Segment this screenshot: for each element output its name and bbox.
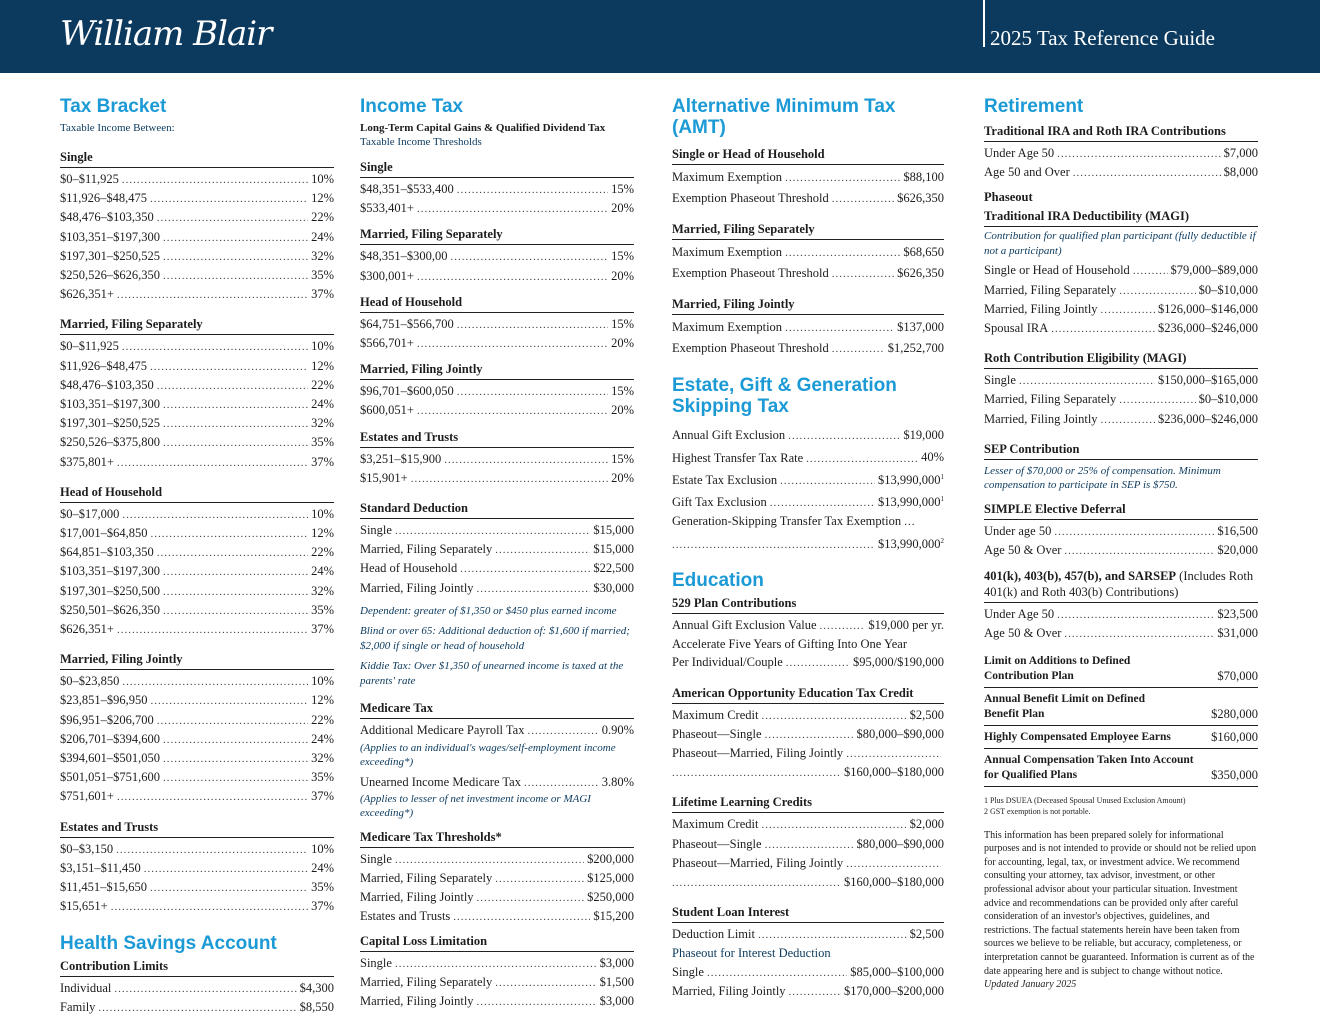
table-row: Phaseout—Single ..... $80,000–$90,000 [672,725,944,744]
table-row: $626,351+ ..... 37% [60,620,334,639]
standard-deduction [360,500,634,688]
plan-limit-row: Annual Benefit Limit on Defined Benefit Plan $280,000 [984,688,1258,726]
table-row: $751,601+ ..... 37% [60,787,334,806]
table-row: Under Age 50 ..... $7,000 [984,144,1258,163]
section-heading: Married, Filing Separately [360,226,634,245]
footnotes [984,795,1258,817]
section-heading: American Opportunity Education Tax Credit [672,685,944,704]
table-row: $15,651+ ..... 37% [60,897,334,916]
section-heading: 401(k), 403(b), 457(b), and SARSEP (Includes Roth 401(k) and Roth 403(b) Contributions) [984,568,1258,603]
table-row: $206,701–$394,600 ..... 24% [60,730,334,749]
table-group [672,296,944,359]
table-row: Under age 50 ..... $16,500 [984,522,1258,541]
table-row: Married, Filing Separately ..... $1,500 [360,973,634,992]
table-row: Estates and Trusts ..... $15,200 [360,907,634,926]
guide-title: 2025 Tax Reference Guide [990,26,1215,50]
table-row: Married, Filing Separately ..... $125,000 [360,869,634,888]
section-heading: Traditional IRA Deductibility (MAGI) [984,208,1258,227]
table-row: $250,501–$626,350 ..... 35% [60,601,334,620]
table-row: Family ..... $8,550 [60,998,334,1017]
roth-eligibility [984,350,1258,429]
trad-ira-deductibility [984,208,1258,338]
table-row: $48,351–$300,00 ..... 15% [360,247,634,266]
table-row: Maximum Credit ..... $2,000 [672,815,944,834]
tax-bracket-subtitle: Taxable Income Between: [60,122,175,134]
table-row: $600,051+ ..... 20% [360,401,634,420]
table-row: Age 50 & Over ..... $31,000 [984,624,1258,643]
table-row: Additional Medicare Payroll Tax ..... 0.90% [360,721,634,740]
table-row: Single or Head of Household ..... $79,000–$89,000 [984,261,1258,280]
updated-date: Updated January 2025 [984,979,1077,991]
section-heading: Head of Household [60,484,334,503]
table-row: Married, Filing Jointly ..... $126,000–$146,000 [984,300,1258,319]
note: (Applies to lesser of net investment income or MAGI exceeding*) [360,792,591,820]
table-group [360,159,634,218]
table-row: Spousal IRA ..... $236,000–$246,000 [984,319,1258,338]
table-row: $197,301–$250,525 ..... 32% [60,414,334,433]
estate-title: Estate, Gift & Generation Skipping Tax [672,375,897,417]
table-row: $566,701+ ..... 20% [360,334,634,353]
section-heading: Single or Head of Household [672,146,944,165]
table-group [60,316,334,471]
table-row: Single ..... $15,000 [360,521,634,540]
table-row: ..... $160,000–$180,000 [672,763,944,782]
table-row: $17,001–$64,850 ..... 12% [60,524,334,543]
table-row: Under Age 50 ..... $23,500 [984,605,1258,624]
table-row: Married, Filing Separately ..... $0–$10,000 [984,390,1258,409]
table-row: $0–$11,925 ..... 10% [60,170,334,189]
header-divider [983,0,985,47]
hsa-contribution-limits [60,958,334,1020]
plan-limit-row: Highly Compensated Employee Earns $160,000 [984,726,1258,749]
section-heading: Capital Loss Limitation [360,933,634,952]
section-heading: Roth Contribution Eligibility (MAGI) [984,350,1258,369]
table-row: Single ..... $3,000 [360,954,634,973]
table-row: Gift Tax Exclusion ..... $13,990,000$^1$ [672,490,944,512]
table-row: Per Individual/Couple ..... $95,000/$190,000 [672,653,944,672]
section-heading: 529 Plan Contributions [672,595,944,614]
table-row: Single ..... $200,000 [360,850,634,869]
table-row: Maximum Exemption ..... $137,000 [672,317,944,338]
section-heading: Estates and Trusts [360,429,634,448]
table-row: Exemption Phaseout Threshold ..... $626,350 [672,188,944,209]
table-row: Married, Filing Jointly ..... $236,000–$246,000 [984,410,1258,429]
table-row: $197,301–$250,500 ..... 32% [60,582,334,601]
medicare-tax [360,700,634,820]
table-row: Annual Gift Exclusion Value ..... $19,000 per yr. [672,616,944,635]
table-row: $533,401+ ..... 20% [360,199,634,218]
table-row: Unearned Income Medicare Tax ..... 3.80% [360,773,634,792]
income-tax-subtitle: Taxable Income Thresholds [360,136,482,148]
table-row: $3,151–$11,450 ..... 24% [60,859,334,878]
student-loan-interest [672,904,944,1001]
plan-limits [984,650,1258,787]
table-group [360,361,634,420]
section-heading: SIMPLE Elective Deferral [984,501,1258,520]
table-row: Single ..... $150,000–$165,000 [984,371,1258,390]
table-row: $0–$17,000 ..... 10% [60,505,334,524]
table-row: Maximum Exemption ..... $88,100 [672,167,944,188]
simple-deferral [984,501,1258,560]
section-heading: Student Loan Interest [672,904,944,923]
table-row: Married, Filing Jointly ..... $250,000 [360,888,634,907]
footnote: 1 Plus DSUEA (Deceased Spousal Unused Exclusion Amount) [984,795,1186,805]
table-row: $64,851–$103,350 ..... 22% [60,543,334,562]
retirement-title: Retirement [984,96,1084,117]
william-blair-logo: William Blair [60,14,272,54]
table-group [60,149,334,304]
note: Dependent: greater of $1,350 or $450 plus earned income [360,604,617,617]
table-row: Head of Household ..... $22,500 [360,559,634,578]
section-heading: Single [360,159,634,178]
table-row: $250,526–$375,800 ..... 35% [60,433,334,452]
estate-gift-table [672,423,944,512]
table-row: $48,351–$533,400 ..... 15% [360,180,634,199]
trad-roth-contributions [984,123,1258,182]
table-group [672,221,944,284]
table-group [360,429,634,488]
table-row: $15,901+ ..... 20% [360,469,634,488]
subheading: Phaseout for Interest Deduction [672,946,831,961]
section-heading: Married, Filing Jointly [360,361,634,380]
table-row: Exemption Phaseout Threshold ..... $1,252,700 [672,338,944,359]
income-tax-title: Income Tax [360,96,464,117]
table-group [360,226,634,285]
table-row: $11,926–$48,475 ..... 12% [60,189,334,208]
table-row: $103,351–$197,300 ..... 24% [60,228,334,247]
table-row: $0–$23,850 ..... 10% [60,672,334,691]
table-row: Highest Transfer Tax Rate ..... 40% [672,445,944,467]
capital-loss-limitation [360,933,634,1012]
section-heading: SEP Contribution [984,441,1258,460]
table-row: $300,001+ ..... 20% [360,267,634,286]
phaseout-label: Phaseout [984,190,1033,205]
column-income-tax [360,96,634,1011]
table-row: Exemption Phaseout Threshold ..... $626,350 [672,263,944,284]
table-row: $0–$11,925 ..... 10% [60,337,334,356]
section-heading: Married, Filing Separately [672,221,944,240]
table-row: $103,351–$197,300 ..... 24% [60,395,334,414]
table-row: Maximum Credit ..... $2,500 [672,706,944,725]
sep-contribution [984,441,1258,493]
section-heading: Married, Filing Jointly [672,296,944,315]
note: Lesser of $70,000 or 25% of compensation. Minimum compensation to participate in SEP is $750. [984,464,1221,492]
aotc [672,685,944,783]
table-row: $394,601–$501,050 ..... 32% [60,749,334,768]
section-heading: Head of Household [360,294,634,313]
table-row: Individual ..... $4,300 [60,979,334,998]
table-row: $48,476–$103,350 ..... 22% [60,208,334,227]
table-row: $250,526–$626,350 ..... 35% [60,266,334,285]
table-row: Maximum Exemption ..... $68,650 [672,242,944,263]
text-line: Accelerate Five Years of Gifting Into One Year [672,637,908,652]
table-row: $96,701–$600,050 ..... 15% [360,382,634,401]
table-group [60,484,334,639]
disclaimer: This information has been prepared solely for informational purposes and is not intended to provide or should not be relied upon for accounting, legal, tax, or investment advice. We recommend consulting your attorney, tax advisor, investment, or other professional advisor about your particular situation. Investment advice and recommendations can be provided only after careful consideration of an investor's objectives, guidelines, and restrictions. The factual statements herein have been taken from sources we believe to be reliable, but accuracy, completeness, or interpretation cannot be guaranteed. Information is current as of the date appearing here and is subject to change without notice. [984,829,1257,977]
section-heading: Contribution Limits [60,958,334,977]
table-row: $3,251–$15,900 ..... 15% [360,450,634,469]
footnote: 2 GST exemption is not portable. [984,806,1091,816]
table-row: $103,351–$197,300 ..... 24% [60,562,334,581]
section-heading: Standard Deduction [360,500,634,519]
table-row: Annual Gift Exclusion ..... $19,000 [672,423,944,445]
table-row: Married, Filing Jointly ..... $170,000–$200,000 [672,982,944,1001]
table-row: $48,476–$103,350 ..... 22% [60,376,334,395]
tax-bracket-title: Tax Bracket [60,96,167,117]
table-row: $197,301–$250,525 ..... 32% [60,247,334,266]
table-row: Married, Filing Separately ..... $0–$10,000 [984,281,1258,300]
education-title: Education [672,570,764,591]
note: Blind or over 65: Additional deduction of: $1,600 if married; $2,000 if single or head of household [360,625,630,652]
section-heading: Medicare Tax [360,700,634,719]
table-row: $0–$3,150 ..... 10% [60,840,334,859]
medicare-thresholds [360,829,634,927]
column-retirement [984,96,1258,991]
table-row: Deduction Limit ..... $2,500 [672,925,944,944]
amt-title: Alternative Minimum Tax (AMT) [672,96,896,138]
table-row: $626,351+ ..... 37% [60,285,334,304]
column-amt-estate-education [672,96,944,1001]
plan-limit-row: Annual Compensation Taken Into Account for Qualified Plans $350,000 [984,749,1258,787]
gst-label: Generation-Skipping Transfer Tax Exemption ... [672,514,916,529]
table-row: Age 50 & Over ..... $20,000 [984,541,1258,560]
table-row: $23,851–$96,950 ..... 12% [60,691,334,710]
table-row: Phaseout—Married, Filing Jointly ..... [672,854,944,873]
table-row: Phaseout—Married, Filing Jointly ..... [672,744,944,763]
plan-529 [672,595,944,673]
table-row: Estate Tax Exclusion ..... $13,990,000$^1$ [672,468,944,490]
table-row: $11,451–$15,650 ..... 35% [60,878,334,897]
table-row: $96,951–$206,700 ..... 22% [60,711,334,730]
table-row: ..... $13,990,000$^2$ [672,532,944,554]
table-row: $11,926–$48,475 ..... 12% [60,357,334,376]
table-group [60,819,334,917]
table-row: $64,751–$566,700 ..... 15% [360,315,634,334]
table-row: Phaseout—Single ..... $80,000–$90,000 [672,835,944,854]
section-heading: Married, Filing Separately [60,316,334,335]
section-heading: Traditional IRA and Roth IRA Contributions [984,123,1258,142]
note: Contribution for qualified plan participant (fully deductible if not a participant) [984,230,1256,257]
table-row: Married, Filing Separately ..... $15,000 [360,540,634,559]
plan-limit-row: Limit on Additions to Defined Contribution Plan $70,000 [984,650,1258,688]
note: Kiddie Tax: Over $1,350 of unearned income is taxed at the parents' rate [360,660,624,687]
hsa-title: Health Savings Account [60,932,277,954]
table-group [672,146,944,209]
table-row: $375,801+ ..... 37% [60,453,334,472]
page-header [0,0,1320,73]
table-row: Single ..... $85,000–$100,000 [672,963,944,982]
lifetime-learning [672,794,944,892]
table-group [360,294,634,353]
section-heading: Single [60,149,334,168]
table-row: ..... $160,000–$180,000 [672,873,944,892]
section-heading: Estates and Trusts [60,819,334,838]
table-row: $501,051–$751,600 ..... 35% [60,768,334,787]
column-tax-bracket [60,96,334,1020]
table-row: Age 50 and Over ..... $8,000 [984,163,1258,182]
income-tax-subtitle-bold: Long-Term Capital Gains & Qualified Dividend Tax [360,122,606,134]
401k-section [984,568,1258,643]
note: (Applies to an individual's wages/self-employment income exceeding*) [360,741,616,769]
section-heading: Lifetime Learning Credits [672,794,944,813]
table-group [60,651,334,806]
section-heading: Married, Filing Jointly [60,651,334,670]
table-row: Married, Filing Jointly ..... $30,000 [360,579,634,598]
table-row: Married, Filing Jointly ..... $3,000 [360,992,634,1011]
section-heading: Medicare Tax Thresholds* [360,829,634,848]
